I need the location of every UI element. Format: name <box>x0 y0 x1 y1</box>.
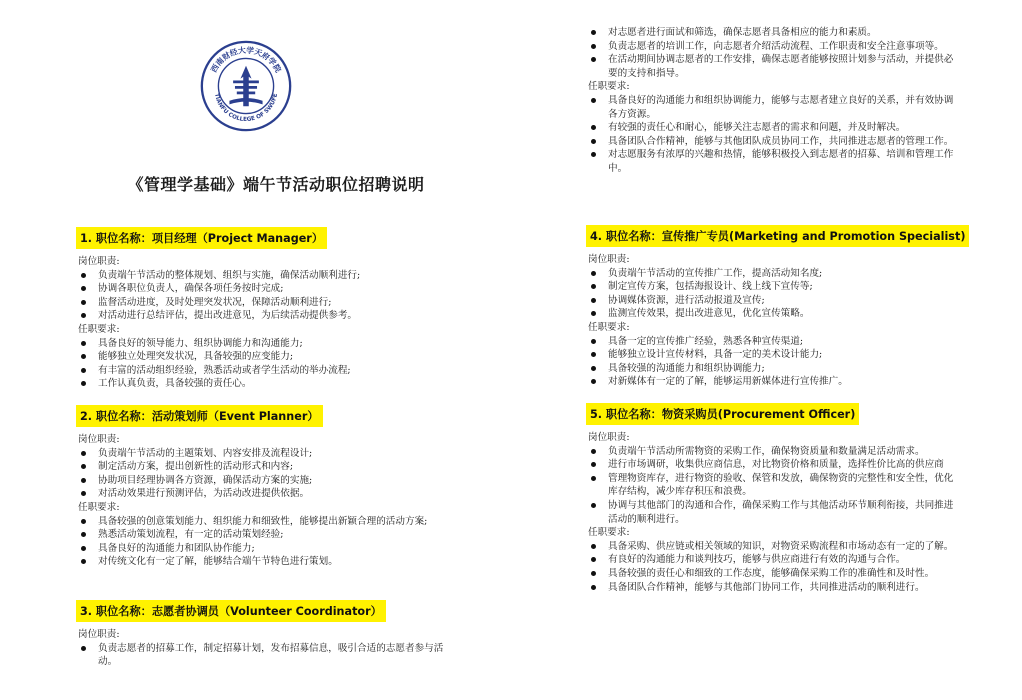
list-item: 能够独立设计宣传材料，具备一定的美术设计能力; <box>586 348 966 362</box>
position-section-marketing <box>586 225 966 389</box>
requirements-label: 任职要求: <box>78 323 120 335</box>
position-heading: 1. 职位名称：项目经理（Project Manager） <box>76 227 327 249</box>
college-logo <box>200 40 292 132</box>
duties-label: 岗位职责: <box>588 254 630 265</box>
position-section-volunteer-coordinator-cont <box>586 26 958 176</box>
list-item: 有良好的沟通能力和谈判技巧，能够与供应商进行有效的沟通与合作。 <box>586 553 958 567</box>
requirements-list <box>76 515 446 569</box>
list-item: 对志愿服务有浓厚的兴趣和热情，能够积极投入到志愿者的招募、培训和管理工作中。 <box>586 148 958 175</box>
requirements-label: 任职要求: <box>588 527 630 539</box>
requirements-list <box>586 94 958 176</box>
list-item: 具备团队合作精神，能够与其他部门协同工作，共同推进活动的顺利进行。 <box>586 581 958 595</box>
duties-list <box>586 267 966 321</box>
list-item: 制定宣传方案，包括海报设计、线上线下宣传等; <box>586 280 966 294</box>
position-section-volunteer-coordinator-start <box>76 600 446 669</box>
list-item: 协助项目经理协调各方资源，确保活动方案的实施; <box>76 474 446 488</box>
requirements-list <box>76 337 446 391</box>
list-item: 在活动期间协调志愿者的工作安排，确保志愿者能够按照计划参与活动，并提供必要的支持和指导。 <box>586 53 958 80</box>
duties-list <box>76 447 446 501</box>
list-item: 工作认真负责，具备较强的责任心。 <box>76 377 446 391</box>
position-section-project-manager <box>76 227 446 391</box>
position-section-event-planner <box>76 405 446 569</box>
list-item: 负责志愿者的招募工作，制定招募计划，发布招募信息，吸引合适的志愿者参与活动。 <box>76 642 446 669</box>
position-heading: 2. 职位名称：活动策划师（Event Planner） <box>76 405 323 427</box>
list-item: 协调媒体资源，进行活动报道及宣传; <box>586 294 966 308</box>
list-item: 监测宣传效果，提出改进意见，优化宣传策略。 <box>586 307 966 321</box>
requirements-list <box>586 335 966 389</box>
logo-text-bottom: TIANFU COLLEGE OF SWUFE <box>212 93 280 124</box>
list-item: 监督活动进度，及时处理突发状况，保障活动顺利进行; <box>76 296 446 310</box>
duties-list <box>76 642 446 669</box>
list-item: 负责端午节活动的整体规划、组织与实施，确保活动顺利进行; <box>76 269 446 283</box>
requirements-label: 任职要求: <box>588 81 630 93</box>
list-item: 具备良好的领导能力、组织协调能力和沟通能力; <box>76 337 446 351</box>
list-item: 负责端午节活动的宣传推广工作，提高活动知名度; <box>586 267 966 281</box>
requirements-label: 任职要求: <box>588 321 630 333</box>
position-heading: 4. 职位名称：宣传推广专员(Marketing and Promotion Specialist) <box>586 225 969 247</box>
list-item: 对志愿者进行面试和筛选，确保志愿者具备相应的能力和素质。 <box>586 26 958 40</box>
list-item: 管理物资库存，进行物资的验收、保管和发放，确保物资的完整性和安全性，优化库存结构，减少库存积压和浪费。 <box>586 472 958 499</box>
list-item: 制定活动方案，提出创新性的活动形式和内容; <box>76 460 446 474</box>
list-item: 具备较强的沟通能力和组织协调能力; <box>586 362 966 376</box>
list-item: 负责端午节活动所需物资的采购工作，确保物资质量和数量满足活动需求。 <box>586 445 958 459</box>
logo-text-top: 西南财经大学天府学院 <box>209 45 283 74</box>
position-heading: 3. 职位名称：志愿者协调员（Volunteer Coordinator） <box>76 600 386 622</box>
list-item: 协调各职位负责人，确保各项任务按时完成; <box>76 282 446 296</box>
list-item: 具备一定的宣传推广经验，熟悉各种宣传渠道; <box>586 335 966 349</box>
duties-label: 岗位职责: <box>78 256 120 267</box>
list-item: 对活动效果进行预测评估，为活动改进提供依据。 <box>76 487 446 501</box>
list-item: 负责端午节活动的主题策划、内容安排及流程设计; <box>76 447 446 461</box>
position-heading: 5. 职位名称：物资采购员(Procurement Officer) <box>586 403 859 425</box>
requirements-label: 任职要求: <box>78 501 120 513</box>
duties-label: 岗位职责: <box>588 432 630 443</box>
list-item: 有较强的责任心和耐心，能够关注志愿者的需求和问题，并及时解决。 <box>586 121 958 135</box>
list-item: 具备良好的沟通能力和团队协作能力; <box>76 542 446 556</box>
list-item: 对活动进行总结评估，提出改进意见，为后续活动提供参考。 <box>76 309 446 323</box>
logo-emblem-icon <box>229 66 262 106</box>
list-item: 熟悉活动策划流程，有一定的活动策划经验; <box>76 528 446 542</box>
list-item: 具备较强的责任心和细致的工作态度，能够确保采购工作的准确性和及时性。 <box>586 567 958 581</box>
requirements-list <box>586 540 958 594</box>
list-item: 有丰富的活动组织经验，熟悉活动或者学生活动的举办流程; <box>76 364 446 378</box>
duties-list <box>76 269 446 323</box>
list-item: 负责志愿者的培训工作，向志愿者介绍活动流程、工作职责和安全注意事项等。 <box>586 40 958 54</box>
list-item: 能够独立处理突发状况，具备较强的应变能力; <box>76 350 446 364</box>
position-section-procurement <box>586 403 958 594</box>
duties-list <box>586 445 958 527</box>
list-item: 具备团队合作精神，能够与其他团队成员协同工作，共同推进志愿者的管理工作。 <box>586 135 958 149</box>
list-item: 协调与其他部门的沟通和合作，确保采购工作与其他活动环节顺利衔接，共同推进活动的顺利进行。 <box>586 499 958 526</box>
list-item: 进行市场调研，收集供应商信息，对比物资价格和质量，选择性价比高的供应商 <box>586 458 958 472</box>
duties-label: 岗位职责: <box>78 629 120 640</box>
list-item: 具备良好的沟通能力和组织协调能力，能够与志愿者建立良好的关系，并有效协调各方资源。 <box>586 94 958 121</box>
document-title: 《管理学基础》端午节活动职位招聘说明 <box>127 175 425 194</box>
duties-label: 岗位职责: <box>78 434 120 445</box>
duties-list <box>586 26 958 80</box>
list-item: 具备较强的创意策划能力、组织能力和细致性，能够提出新颖合理的活动方案; <box>76 515 446 529</box>
list-item: 对新媒体有一定的了解，能够运用新媒体进行宣传推广。 <box>586 375 966 389</box>
list-item: 对传统文化有一定了解，能够结合端午节特色进行策划。 <box>76 555 446 569</box>
list-item: 具备采购、供应链或相关领域的知识，对物资采购流程和市场动态有一定的了解。 <box>586 540 958 554</box>
